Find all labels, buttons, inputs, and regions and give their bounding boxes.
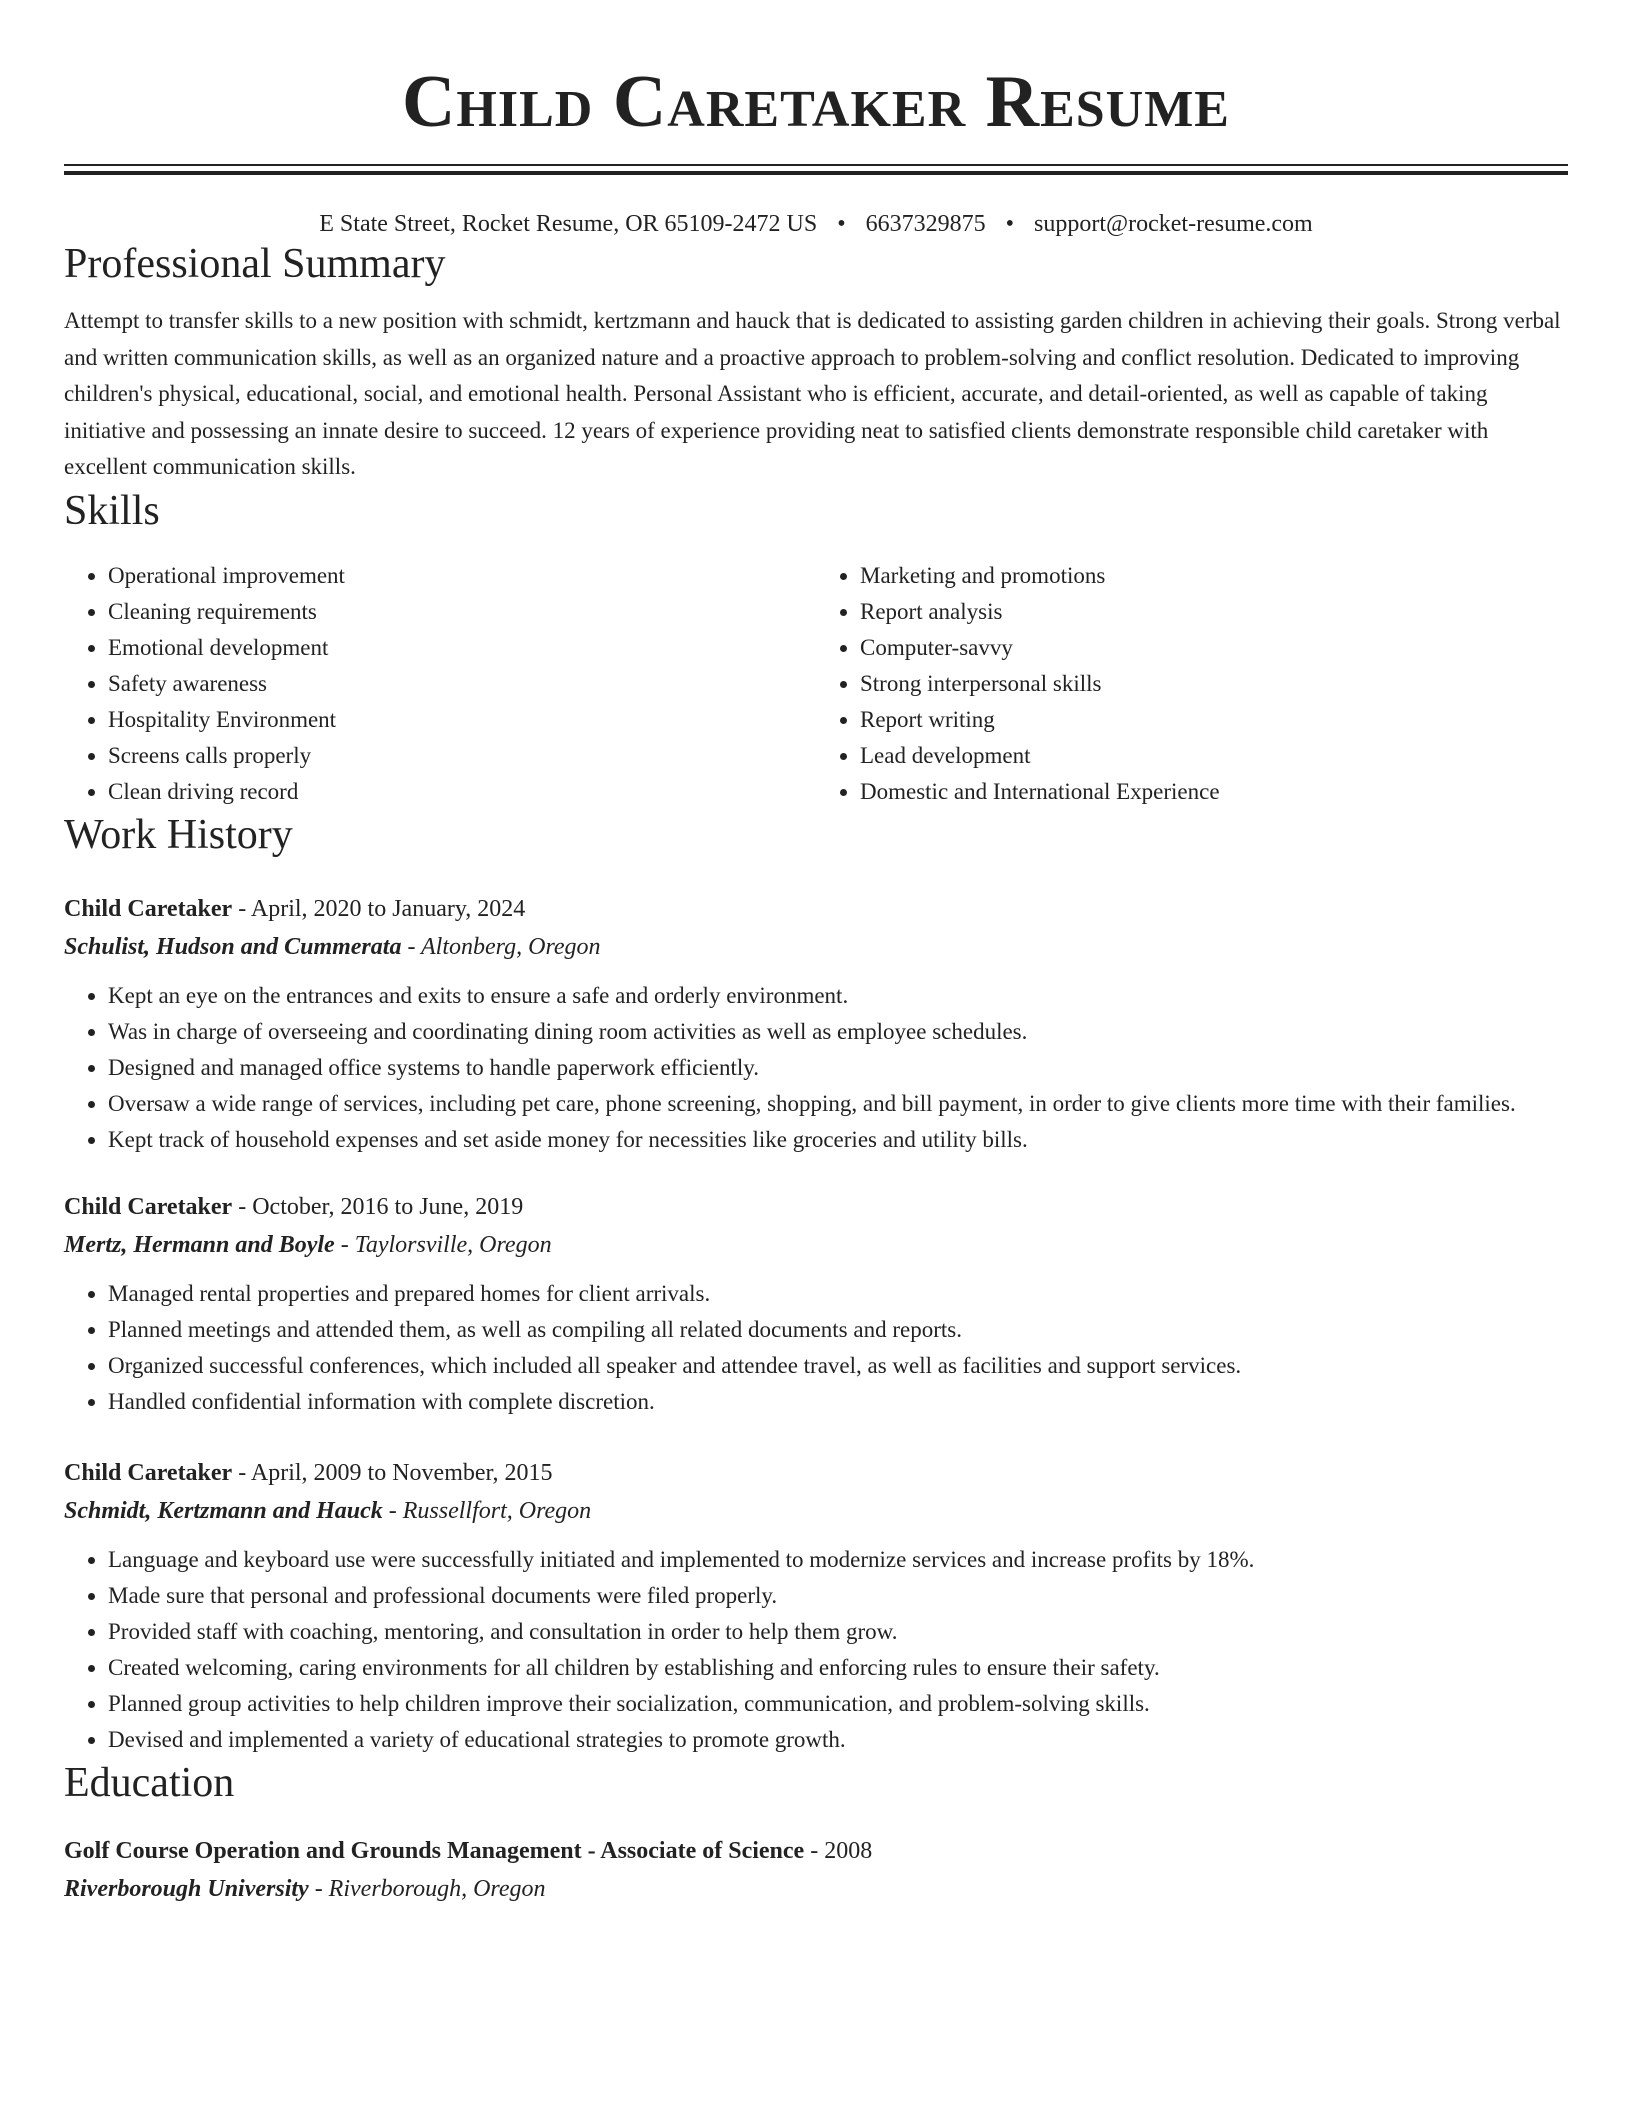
- job-entry: [64, 1188, 1568, 1420]
- job-duties: [64, 1542, 1568, 1758]
- skill-item: • Report analysis: [860, 594, 1568, 630]
- employer-name: Mertz, Hermann and Boyle: [64, 1231, 335, 1258]
- education-heading: Education: [64, 1759, 235, 1806]
- job-title-line: [64, 1454, 1568, 1492]
- employer-location: - Russellfort, Oregon: [382, 1497, 592, 1524]
- skill-item: • Computer-savvy: [860, 630, 1568, 666]
- skills-column-left: [64, 558, 816, 810]
- duty-item: • Planned meetings and attended them, as well as compiling all related documents and reports.: [108, 1312, 1568, 1348]
- duty-item: • Oversaw a wide range of services, including pet care, phone screening, shopping, and bill payment, in order to give clients more time with their families.: [108, 1086, 1568, 1122]
- duty-item: • Made sure that personal and professional documents were filed properly.: [108, 1578, 1568, 1614]
- duty-item: • Kept an eye on the entrances and exits to ensure a safe and orderly environment.: [108, 978, 1568, 1014]
- skills-column-right: [816, 558, 1568, 810]
- contact-email: support@rocket-resume.com: [1034, 211, 1313, 237]
- skill-item: • Domestic and International Experience: [860, 774, 1568, 810]
- summary-heading: Professional Summary: [64, 241, 446, 287]
- duty-item: • Was in charge of overseeing and coordinating dining room activities as well as employee schedules.: [108, 1014, 1568, 1050]
- skill-item: • Lead development: [860, 738, 1568, 774]
- job-dates: - April, 2009 to November, 2015: [232, 1459, 553, 1486]
- job-title: Child Caretaker: [64, 1193, 233, 1220]
- job-dates: - October, 2016 to June, 2019: [232, 1193, 524, 1220]
- duty-item: • Provided staff with coaching, mentoring, and consultation in order to help them grow.: [108, 1614, 1568, 1650]
- job-dates: - April, 2020 to January, 2024: [232, 895, 526, 922]
- education-entry: [64, 1832, 1568, 1908]
- school-line: [64, 1870, 1568, 1908]
- employer-line: [64, 1492, 1568, 1530]
- school-name: Riverborough University: [64, 1875, 309, 1902]
- duty-item: • Kept track of household expenses and set aside money for necessities like groceries and utility bills.: [108, 1122, 1568, 1158]
- summary-text: Attempt to transfer skills to a new position with schmidt, kertzmann and hauck that is dedicated to assisting garden children in achieving their goals. Strong verbal and written communication skills, as well as an organized nature and a proactive approach to problem-solving and conflict resolution. Dedicated to improving children's physical, educational, social, and emotional health. Personal Assistant who is efficient, accurate, and detail-oriented, as well as capable of taking initiative and possessing an innate desire to succeed. 12 years of experience providing neat to satisfied clients demonstrate responsible child caretaker with excellent communication skills.: [64, 308, 1561, 479]
- job-duties: [64, 978, 1568, 1158]
- skill-item: • Clean driving record: [108, 774, 816, 810]
- school-location: - Riverborough, Oregon: [308, 1875, 546, 1902]
- duty-item: • Planned group activities to help children improve their socialization, communication, and problem-solving skills.: [108, 1686, 1568, 1722]
- job-entry: [64, 890, 1568, 1158]
- employer-location: - Altonberg, Oregon: [401, 933, 601, 960]
- duty-item: • Language and keyboard use were successfully initiated and implemented to modernize services and increase profits by 18%.: [108, 1542, 1568, 1578]
- work-history-heading: Work History: [64, 811, 293, 858]
- skill-item: • Report writing: [860, 702, 1568, 738]
- duty-item: • Managed rental properties and prepared homes for client arrivals.: [108, 1276, 1568, 1312]
- degree-name: Golf Course Operation and Grounds Management - Associate of Science: [64, 1837, 805, 1864]
- contact-phone: 6637329875: [865, 211, 986, 237]
- skill-item: • Operational improvement: [108, 558, 816, 594]
- skill-item: • Strong interpersonal skills: [860, 666, 1568, 702]
- duty-item: • Devised and implemented a variety of educational strategies to promote growth.: [108, 1722, 1568, 1758]
- employer-line: [64, 1226, 1568, 1264]
- job-title-line: [64, 1188, 1568, 1226]
- skills-list: [64, 558, 1568, 810]
- contact-separator: •: [1005, 211, 1015, 237]
- skills-heading: Skills: [64, 487, 160, 534]
- duty-item: • Handled confidential information with complete discretion.: [108, 1384, 1568, 1420]
- degree-line: [64, 1832, 1568, 1870]
- employer-name: Schmidt, Kertzmann and Hauck: [64, 1497, 383, 1524]
- degree-year: - 2008: [804, 1837, 873, 1864]
- skill-item: • Cleaning requirements: [108, 594, 816, 630]
- job-title: Child Caretaker: [64, 1459, 233, 1486]
- duty-item: • Organized successful conferences, which included all speaker and attendee travel, as well as facilities and support services.: [108, 1348, 1568, 1384]
- job-title: Child Caretaker: [64, 895, 233, 922]
- resume-title: Child Caretaker Resume: [401, 61, 1230, 143]
- title-divider: [64, 164, 1568, 175]
- skill-item: • Safety awareness: [108, 666, 816, 702]
- job-duties: [64, 1276, 1568, 1420]
- job-title-line: [64, 890, 1568, 928]
- skill-item: • Emotional development: [108, 630, 816, 666]
- duty-item: • Designed and managed office systems to handle paperwork efficiently.: [108, 1050, 1568, 1086]
- employer-name: Schulist, Hudson and Cummerata: [64, 933, 402, 960]
- employer-location: - Taylorsville, Oregon: [334, 1231, 552, 1258]
- contact-line: [64, 209, 1568, 239]
- contact-address: E State Street, Rocket Resume, OR 65109-2472 US: [319, 211, 818, 237]
- employer-line: [64, 928, 1568, 966]
- duty-item: • Created welcoming, caring environments for all children by establishing and enforcing rules to ensure their safety.: [108, 1650, 1568, 1686]
- skill-item: • Marketing and promotions: [860, 558, 1568, 594]
- skill-item: • Screens calls properly: [108, 738, 816, 774]
- skill-item: • Hospitality Environment: [108, 702, 816, 738]
- contact-separator: •: [837, 211, 846, 237]
- job-entry: [64, 1454, 1568, 1758]
